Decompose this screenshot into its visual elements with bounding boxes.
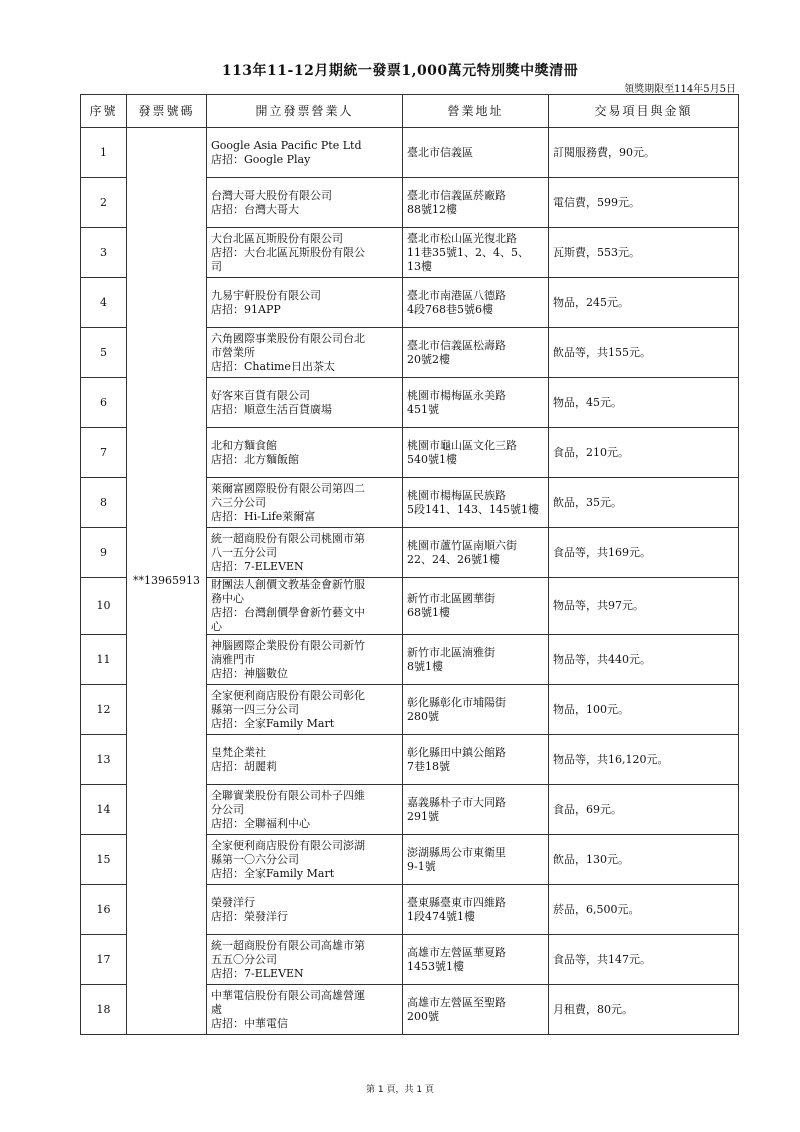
row-merchant <box>207 785 403 835</box>
merchant-line: 五五〇分公司 <box>211 952 277 966</box>
merchant-line: 店招：台灣創價學會新竹藝文中 <box>211 606 365 619</box>
row-transaction: 飲品等，共155元。 <box>549 328 739 378</box>
address-line: 臺北市信義區 <box>407 145 473 159</box>
address-line: 高雄市左營區華夏路 <box>407 945 506 959</box>
merchant-line: 皇梵企業社 <box>211 745 266 759</box>
row-transaction: 食品，69元。 <box>549 785 739 835</box>
row-seq: 15 <box>81 835 127 885</box>
row-merchant <box>207 735 403 785</box>
address-line: 68號1樓 <box>407 606 450 619</box>
row-address <box>403 528 549 578</box>
merchant-line: 全家便利商店股份有限公司澎湖 <box>211 838 365 852</box>
merchant-line: 店招：全家Family Mart <box>211 866 335 880</box>
row-transaction: 月租費，80元。 <box>549 985 739 1035</box>
row-merchant <box>207 685 403 735</box>
merchant-line: 店招：Chatime日出茶太 <box>211 359 335 373</box>
address-line: 13樓 <box>407 259 432 273</box>
header-transaction: 交易項目與金額 <box>549 95 739 128</box>
row-merchant <box>207 528 403 578</box>
merchant-line: 全家便利商店股份有限公司彰化 <box>211 688 365 702</box>
merchant-line: 店招：Google Play <box>211 152 311 166</box>
address-line: 88號12樓 <box>407 202 457 216</box>
row-merchant <box>207 128 403 178</box>
row-merchant <box>207 178 403 228</box>
header-invoice-number: 發票號碼 <box>127 95 207 128</box>
address-line: 1453號1樓 <box>407 959 464 973</box>
merchant-line: 店招：7-ELEVEN <box>211 966 304 980</box>
prize-winner-table <box>80 94 739 1035</box>
merchant-line: 店招：Hi-Life萊爾富 <box>211 509 316 523</box>
address-line: 澎湖縣馬公市東衛里 <box>407 845 506 859</box>
row-transaction: 物品，245元。 <box>549 278 739 328</box>
row-merchant <box>207 478 403 528</box>
merchant-line: 店招：中華電信 <box>211 1016 288 1030</box>
row-seq: 2 <box>81 178 127 228</box>
address-line: 彰化縣彰化市埔陽街 <box>407 695 506 709</box>
claim-deadline: 領獎期限至114年5月5日 <box>624 84 736 95</box>
row-address <box>403 478 549 528</box>
merchant-line: 萊爾富國際股份有限公司第四二 <box>211 481 365 495</box>
row-seq: 14 <box>81 785 127 835</box>
address-line: 451號 <box>407 402 439 416</box>
row-seq: 9 <box>81 528 127 578</box>
address-line: 桃園市蘆竹區南順六街 <box>407 538 517 552</box>
row-address <box>403 328 549 378</box>
address-line: 新竹市北區湳雅街 <box>407 645 495 659</box>
row-seq: 17 <box>81 935 127 985</box>
merchant-line: 湳雅門市 <box>211 652 255 666</box>
address-line: 桃園市楊梅區永美路 <box>407 388 506 402</box>
merchant-line: 統一超商股份有限公司高雄市第 <box>211 938 365 952</box>
address-line: 200號 <box>407 1009 439 1023</box>
address-line: 臺北市信義區菸廠路 <box>407 188 506 202</box>
row-seq: 13 <box>81 735 127 785</box>
merchant-line: 九易宇軒股份有限公司 <box>211 288 321 302</box>
row-transaction: 物品等，共440元。 <box>549 635 739 685</box>
row-seq: 1 <box>81 128 127 178</box>
row-address <box>403 835 549 885</box>
merchant-line: 店招：順意生活百貨廣場 <box>211 402 332 416</box>
row-address <box>403 985 549 1035</box>
row-address <box>403 578 549 635</box>
address-line: 280號 <box>407 709 439 723</box>
address-line: 540號1樓 <box>407 452 457 466</box>
row-seq: 10 <box>81 578 127 635</box>
row-merchant <box>207 378 403 428</box>
page-title: 113年11-12月期統一發票1,000萬元特別獎中獎清冊 <box>221 63 579 79</box>
merchant-line: 心 <box>211 620 222 633</box>
address-line: 高雄市左營區至聖路 <box>407 995 506 1009</box>
address-line: 4段768巷5號6樓 <box>407 302 493 316</box>
row-merchant <box>207 278 403 328</box>
address-line: 7巷18號 <box>407 759 450 773</box>
row-address <box>403 228 549 278</box>
row-transaction: 物品等，共16,120元。 <box>549 735 739 785</box>
row-seq: 4 <box>81 278 127 328</box>
merchant-line: 台灣大哥大股份有限公司 <box>211 188 332 202</box>
row-merchant <box>207 578 403 635</box>
row-address <box>403 735 549 785</box>
merchant-line: 店招：胡麗莉 <box>211 759 277 773</box>
merchant-line: 北和方麵食館 <box>211 438 277 452</box>
merchant-line: 店招：榮發洋行 <box>211 909 288 923</box>
row-seq: 3 <box>81 228 127 278</box>
page-footer: 第 1 頁，共 1 頁 <box>366 1085 434 1095</box>
merchant-line: 務中心 <box>211 592 244 605</box>
row-transaction: 飲品，35元。 <box>549 478 739 528</box>
row-seq: 6 <box>81 378 127 428</box>
address-line: 桃園市楊梅區民族路 <box>407 488 506 502</box>
merchant-line: 八一五分公司 <box>211 545 277 559</box>
header-seq: 序號 <box>81 95 127 128</box>
row-address <box>403 378 549 428</box>
merchant-line: 縣第一〇六分公司 <box>211 852 299 866</box>
merchant-line: 分公司 <box>211 802 244 816</box>
row-transaction: 食品，210元。 <box>549 428 739 478</box>
row-transaction: 食品等，共169元。 <box>549 528 739 578</box>
merchant-line: 縣第一四三分公司 <box>211 702 299 716</box>
merchant-line: 六角國際事業股份有限公司台北 <box>211 331 365 345</box>
merchant-line: 店招：神腦數位 <box>211 666 288 680</box>
row-merchant <box>207 835 403 885</box>
address-line: 8號1樓 <box>407 659 443 673</box>
row-address <box>403 885 549 935</box>
merchant-line: 神腦國際企業股份有限公司新竹 <box>211 638 365 652</box>
table-row <box>81 128 739 178</box>
row-address <box>403 935 549 985</box>
row-merchant <box>207 935 403 985</box>
merchant-line: 店招：全家Family Mart <box>211 716 335 730</box>
row-transaction: 飲品，130元。 <box>549 835 739 885</box>
merchant-line: 店招：北方麵飯館 <box>211 452 299 466</box>
row-transaction: 菸品，6,500元。 <box>549 885 739 935</box>
row-seq: 12 <box>81 685 127 735</box>
merchant-line: 店招：大台北區瓦斯股份有限公 <box>211 245 365 259</box>
address-line: 臺北市南港區八德路 <box>407 288 506 302</box>
row-address <box>403 178 549 228</box>
row-address <box>403 635 549 685</box>
row-merchant <box>207 885 403 935</box>
address-line: 22、24、26號1樓 <box>407 552 500 566</box>
table-body <box>81 128 739 1035</box>
merchant-line: 處 <box>211 1002 222 1016</box>
row-merchant <box>207 985 403 1035</box>
row-seq: 5 <box>81 328 127 378</box>
address-line: 291號 <box>407 809 439 823</box>
address-line: 1段474號1樓 <box>407 909 475 923</box>
address-line: 9-1號 <box>407 859 436 873</box>
merchant-line: 財團法人創價文教基金會新竹服 <box>211 578 365 591</box>
row-seq: 8 <box>81 478 127 528</box>
row-merchant <box>207 428 403 478</box>
row-seq: 11 <box>81 635 127 685</box>
row-transaction: 物品，45元。 <box>549 378 739 428</box>
row-transaction: 物品等，共97元。 <box>549 578 739 635</box>
header-merchant: 開立發票營業人 <box>207 95 403 128</box>
row-merchant <box>207 228 403 278</box>
row-seq: 18 <box>81 985 127 1035</box>
row-address <box>403 428 549 478</box>
address-line: 11巷35號1、2、4、5、 <box>407 245 529 259</box>
row-seq: 16 <box>81 885 127 935</box>
row-transaction: 物品，100元。 <box>549 685 739 735</box>
merchant-line: 統一超商股份有限公司桃園市第 <box>211 531 365 545</box>
row-address <box>403 278 549 328</box>
merchant-line: Google Asia Pacific Pte Ltd <box>211 138 362 152</box>
merchant-line: 全聯實業股份有限公司朴子四維 <box>211 788 365 802</box>
row-seq: 7 <box>81 428 127 478</box>
merchant-line: 六三分公司 <box>211 495 266 509</box>
address-line: 5段141、143、145號1樓 <box>407 502 539 516</box>
merchant-line: 市營業所 <box>211 345 255 359</box>
invoice-number: **13965913 <box>127 128 207 1035</box>
row-merchant <box>207 635 403 685</box>
row-address <box>403 785 549 835</box>
merchant-line: 店招：全聯福利中心 <box>211 816 310 830</box>
header-address: 營業地址 <box>403 95 549 128</box>
address-line: 臺北市信義區松壽路 <box>407 338 506 352</box>
row-transaction: 瓦斯費，553元。 <box>549 228 739 278</box>
merchant-line: 店招：91APP <box>211 302 281 316</box>
row-transaction: 訂閱服務費，90元。 <box>549 128 739 178</box>
merchant-line: 好客來百貨有限公司 <box>211 388 310 402</box>
address-line: 20號2樓 <box>407 352 450 366</box>
address-line: 臺東縣臺東市四維路 <box>407 895 506 909</box>
address-line: 桃園市龜山區文化三路 <box>407 438 517 452</box>
row-transaction: 食品等，共147元。 <box>549 935 739 985</box>
merchant-line: 中華電信股份有限公司高雄營運 <box>211 988 365 1002</box>
row-transaction: 電信費，599元。 <box>549 178 739 228</box>
table-header-row <box>81 95 739 128</box>
merchant-line: 店招：7-ELEVEN <box>211 559 304 573</box>
address-line: 嘉義縣朴子市大同路 <box>407 795 506 809</box>
row-address <box>403 685 549 735</box>
address-line: 新竹市北區國華街 <box>407 592 495 605</box>
merchant-line: 大台北區瓦斯股份有限公司 <box>211 231 343 245</box>
merchant-line: 店招：台灣大哥大 <box>211 202 299 216</box>
address-line: 臺北市松山區光復北路 <box>407 231 517 245</box>
row-address <box>403 128 549 178</box>
row-merchant <box>207 328 403 378</box>
merchant-line: 司 <box>211 259 222 273</box>
merchant-line: 榮發洋行 <box>211 895 255 909</box>
address-line: 彰化縣田中鎮公館路 <box>407 745 506 759</box>
